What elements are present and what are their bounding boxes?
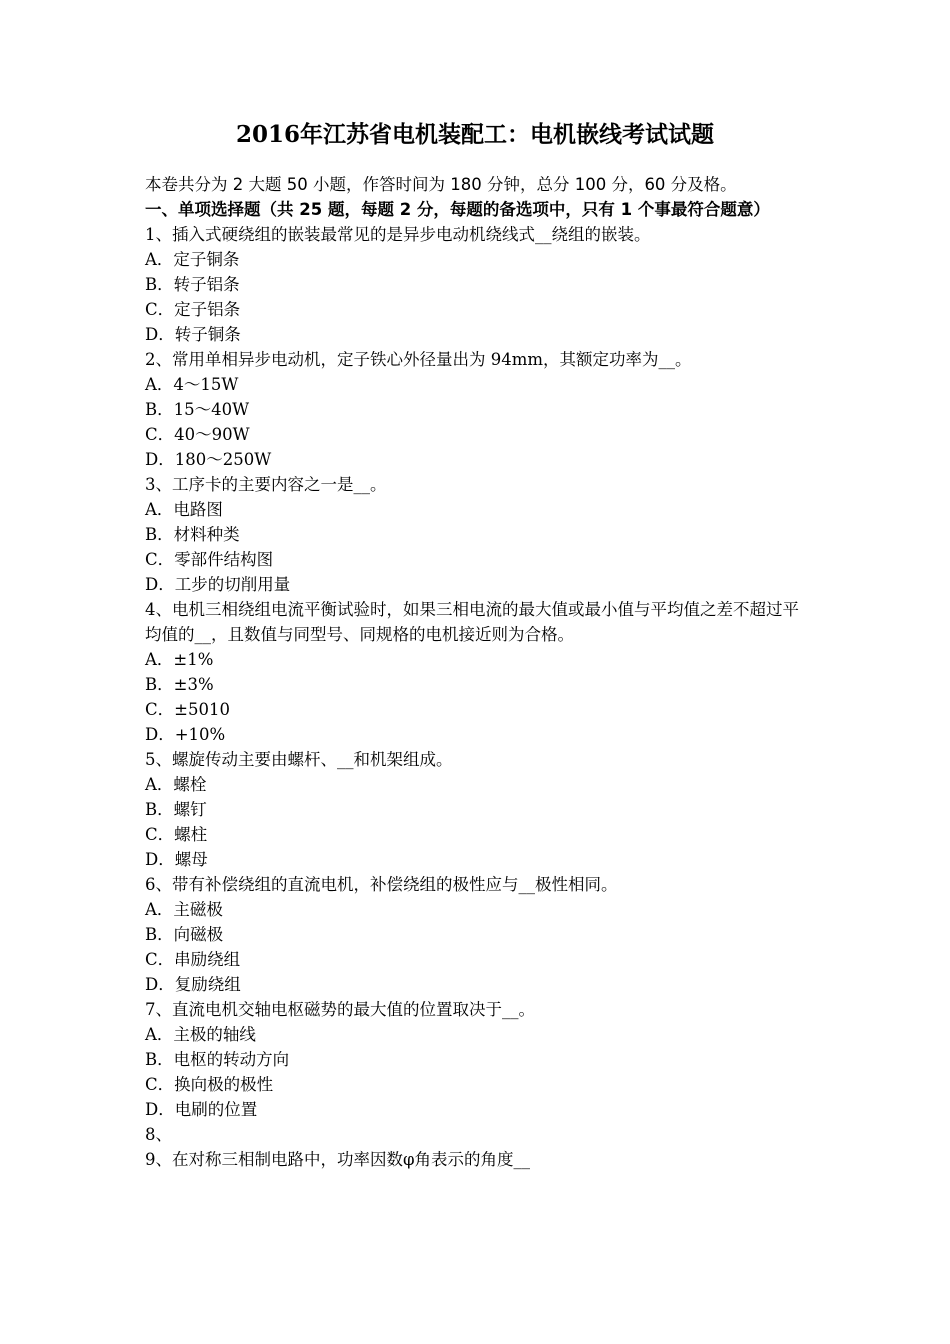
option-item: C．±5010	[145, 700, 230, 719]
option-item: B．电枢的转动方向	[145, 1050, 290, 1069]
option-item: D．+10%	[145, 725, 226, 744]
question-stem: 2、常用单相异步电动机，定子铁心外径量出为 94mm，其额定功率为__。	[145, 350, 692, 369]
question-stem: 7、直流电机交轴电枢磁势的最大值的位置取决于__。	[145, 1000, 535, 1019]
document-title: 2016年江苏省电机装配工：电机嵌线考试试题	[235, 121, 714, 148]
option-item: A．电路图	[145, 500, 223, 519]
option-item: A．主磁极	[145, 900, 223, 919]
option-item: C．螺柱	[145, 825, 208, 844]
option-item: D．工步的切削用量	[145, 575, 291, 594]
option-item: A．±1%	[145, 650, 214, 669]
question-stem: 3、工序卡的主要内容之一是__。	[145, 475, 387, 494]
question-stem: 4、电机三相绕组电流平衡试验时，如果三相电流的最大值或最小值与平均值之差不超过平均值的__，且数值与同型号、同规格的电机接近则为合格。	[145, 600, 799, 644]
option-item: B．转子铝条	[145, 275, 240, 294]
option-item: D．180～250W	[145, 450, 272, 469]
option-item: C．40～90W	[145, 425, 250, 444]
question-stem: 5、螺旋传动主要由螺杆、__和机架组成。	[145, 750, 453, 769]
option-item: A．4～15W	[145, 375, 239, 394]
document-body	[145, 172, 813, 1172]
section-heading-single-choice: 一、单项选择题（共 25 题，每题 2 分，每题的备选项中，只有 1 个事最符合题意）	[145, 200, 770, 219]
option-item: D．复励绕组	[145, 975, 241, 994]
question-stem: 1、插入式硬绕组的嵌装最常见的是异步电动机绕线式__绕组的嵌装。	[145, 225, 651, 244]
question-stem: 8、	[145, 1125, 172, 1144]
option-item: C．定子铝条	[145, 300, 241, 319]
option-item: B．15～40W	[145, 400, 250, 419]
option-item: A．主极的轴线	[145, 1025, 256, 1044]
exam-intro: 本卷共分为 2 大题 50 小题，作答时间为 180 分钟，总分 100 分，60 分及格。	[145, 175, 737, 194]
option-item: B．螺钉	[145, 800, 207, 819]
option-item: C．串励绕组	[145, 950, 241, 969]
option-item: A．螺栓	[145, 775, 207, 794]
option-item: B．±3%	[145, 675, 214, 694]
option-item: D．电刷的位置	[145, 1100, 258, 1119]
option-item: D．螺母	[145, 850, 208, 869]
option-item: A．定子铜条	[145, 250, 240, 269]
option-item: B．材料种类	[145, 525, 240, 544]
option-item: D．转子铜条	[145, 325, 241, 344]
option-item: C．零部件结构图	[145, 550, 274, 569]
question-stem: 6、带有补偿绕组的直流电机，补偿绕组的极性应与__极性相同。	[145, 875, 618, 894]
option-item: C．换向极的极性	[145, 1075, 274, 1094]
question-stem: 9、在对称三相制电路中，功率因数φ角表示的角度__	[145, 1150, 531, 1169]
option-item: B．向磁极	[145, 925, 224, 944]
